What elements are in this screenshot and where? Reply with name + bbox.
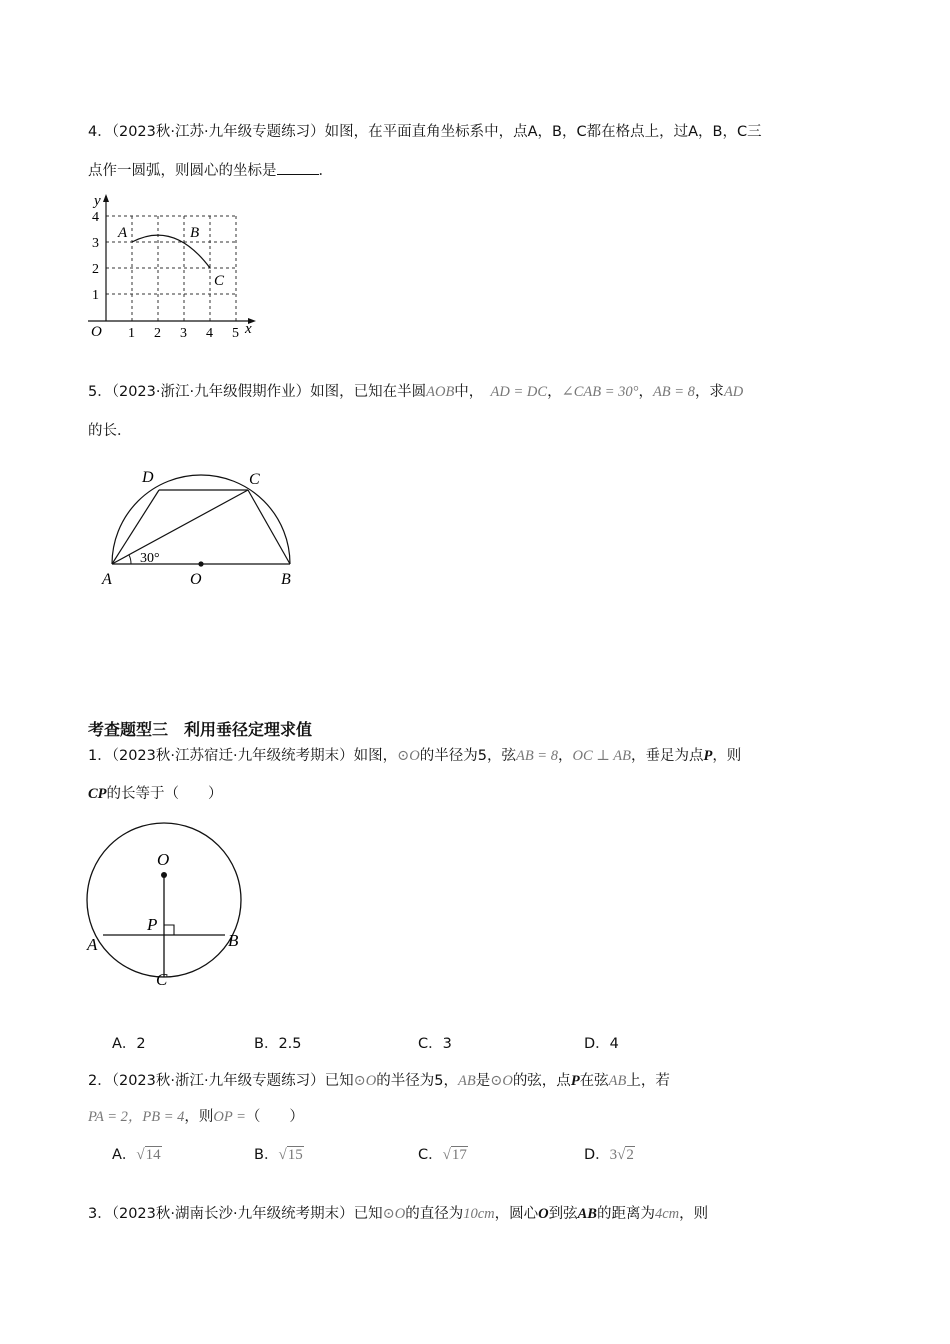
q4-x-tick: 3 [180,326,187,341]
q4-source: （2023秋·江苏·九年级专题练习） [111,124,325,140]
s3q1-label-o: O [157,850,170,869]
s3q3-text3: ，圆心 [494,1206,539,1222]
q4-x-tick: 2 [154,326,161,341]
s3q3-chord-ab: AB [577,1206,597,1222]
option-value: 2 [136,1036,146,1052]
s3q1-math-circle: ⊙O [397,748,420,764]
s3q2-text4: 的弦，点 [512,1073,571,1089]
s3q3-math-circle: ⊙O [382,1206,406,1222]
q4-axis-x-label: x [245,321,252,337]
q5-label-a: A [102,571,112,588]
s3q2-text6: 上，若 [626,1073,670,1089]
option-key: D． [584,1036,610,1052]
q5-math-aob: AOB [426,384,455,400]
option-value: √17 [442,1147,467,1163]
radicand: 15 [287,1147,303,1163]
s3q1-option-d[interactable] [584,1032,619,1053]
radicand: 2 [626,1147,634,1163]
q4-y-tick: 1 [92,288,99,303]
s3q2-point-p: P [570,1073,580,1089]
q5-math-ab: AB = 8 [652,384,695,400]
q5-semicircle-figure [98,462,308,592]
s3q1-text1: 如图， [353,748,398,764]
q5-math-angle: ∠CAB = 30° [561,384,639,400]
q4-y-tick: 3 [92,236,99,251]
q4-point-c-label: C [214,273,225,289]
q4-origin-label: O [91,324,102,340]
s3q2-source: （2023秋·浙江·九年级专题练习） [111,1073,325,1089]
option-key: A． [112,1036,137,1052]
q5-text3: ，求 [694,384,724,400]
s3q2-math-pa-pb: PA = 2，PB = 4 [88,1109,185,1125]
q5-angle-mark [129,555,131,564]
q4-number: 4． [88,124,112,140]
s3q2-text1: 已知 [324,1073,354,1089]
s3q3-text2: 的直径为 [405,1206,464,1222]
s3q3-text1: 已知 [353,1206,383,1222]
s3q1-math-perp: OC ⊥ AB [572,748,631,764]
s3q1-line1: 1．（2023秋·江苏宿迁·九年级统考期末）如图，⊙O的半径为5，弦AB = 8，OC ⊥ AB，垂足为点P，则 [88,748,742,764]
q5-text-line2: 的长． [88,423,132,439]
q5-text1: 如图，已知在半圆 [310,384,427,400]
q4-coordinate-figure [84,190,269,345]
q4-text1: 如图，在平面直角坐标系中，点A，B，C都在格点上，过A，B，C三 [324,124,762,140]
s3q1-text2: 的半径为5，弦 [419,748,516,764]
q4-x-tick: 4 [206,326,213,341]
q5-label-b: B [281,571,291,588]
s3q2-line1 [88,1069,670,1090]
s3q2-text3: 是 [475,1073,491,1089]
q4-text2: 点作一圆弧，则圆心的坐标是 [88,163,277,179]
s3q2-math-ab: AB [457,1073,476,1089]
s3q3-math-distance: 4cm [654,1206,680,1222]
s3q1-cp: CP [88,786,107,802]
q5-label-o: O [190,571,202,588]
q5-line2 [88,419,132,440]
s3q1-option-b[interactable] [254,1032,302,1053]
q4-line2 [88,159,333,180]
s3q2-math-ab-2: AB [608,1073,627,1089]
q5-source: （2023·浙江·九年级假期作业） [111,384,311,400]
s3q3-line1 [88,1202,708,1223]
s3q2-line2 [88,1105,304,1126]
s3q1-center-dot [161,872,167,878]
s3q1-number: 1． [88,748,112,764]
s3q1-option-a[interactable] [112,1032,146,1053]
q5-line1: 5．（2023·浙江·九年级假期作业）如图，已知在半圆AOB中， AD = DC，∠CAB = 30°，AB = 8，求AD [88,384,744,400]
s3q2-math-circle: ⊙O [353,1073,377,1089]
option-key: D． [584,1147,610,1163]
s3q2-option-b[interactable] [254,1143,304,1164]
s3q1-line2 [88,782,223,803]
s3q3-number: 3． [88,1206,112,1222]
s3q1-text3: ，垂足为点 [630,748,704,764]
q5-chord-cb [248,490,290,564]
s3q1-label-p: P [147,915,158,934]
s3q2-text2: 的半径为5， [376,1073,458,1089]
q5-label-c: C [249,471,260,488]
q5-center-dot [198,561,203,566]
q4-y-arrow-icon [103,194,109,202]
s3q1-text-line2: 的长等于（ ） [106,786,223,802]
q4-point-a-label: A [118,225,128,241]
s3q1-point-p: P [703,748,713,764]
s3q3-text5: 的距离为 [596,1206,655,1222]
q5-semicircle-arc [112,475,290,564]
option-value: 4 [609,1036,619,1052]
q4-y-tick: 2 [92,262,99,277]
s3q2-math-circle-2: ⊙O [490,1073,513,1089]
q5-label-d: D [142,469,154,486]
s3q1-math-ab: AB = 8 [515,748,558,764]
option-key: C． [418,1036,443,1052]
s3q1-right-angle-mark [164,925,174,935]
s3q3-source: （2023秋·湖南长沙·九年级统考期末） [111,1206,354,1222]
q4-x-tick: 5 [232,326,239,341]
option-key: B． [254,1147,279,1163]
q4-line1 [88,120,762,141]
s3q3-center-o: O [538,1206,549,1222]
radicand: 17 [451,1147,467,1163]
q4-axis-y-label: y [94,193,101,209]
s3q1-label-c: C [156,970,168,989]
option-key: C． [418,1147,443,1163]
s3q2-option-d[interactable] [584,1143,635,1164]
s3q2-text7: ，则 [184,1109,214,1125]
s3q2-number: 2． [88,1073,112,1089]
option-key: B． [254,1036,279,1052]
q5-math-ad: AD [723,384,744,400]
q5-number: 5． [88,384,112,400]
radicand: 14 [145,1147,161,1163]
q4-answer-blank[interactable] [277,160,319,175]
s3q2-math-op: OP = [213,1109,246,1125]
s3q2-option-c[interactable] [418,1143,468,1164]
option-value: √15 [278,1147,303,1163]
q5-math-ad-dc: AD = DC [490,384,548,400]
section-title: 考查题型三 利用垂径定理求值 [88,720,313,739]
s3q3-math-diameter: 10cm [463,1206,495,1222]
s3q3-text4: 到弦 [548,1206,578,1222]
s3q1-circle-figure [80,808,260,993]
option-value: 3 [442,1036,452,1052]
q4-y-tick: 4 [92,210,99,225]
option-value: 3√2 [609,1147,634,1163]
q4-x-tick: 1 [128,326,135,341]
s3q1-source: （2023秋·江苏宿迁·九年级统考期末） [111,748,354,764]
option-value: √14 [136,1147,161,1163]
q4-end: ． [318,163,333,179]
s3q1-label-b: B [228,931,239,950]
q5-angle-label: 30° [140,551,160,566]
s3q2-text5: 在弦 [579,1073,609,1089]
q5-chord-ac [112,490,248,564]
option-key: A． [112,1147,137,1163]
q5-text2: 中， [454,384,477,400]
q4-point-b-label: B [190,225,200,241]
s3q3-text6: ，则 [679,1206,709,1222]
s3q2-text8: （ ） [245,1109,304,1125]
option-value: 2.5 [278,1036,302,1052]
s3q1-text4: ，则 [712,748,742,764]
s3q2-option-a[interactable] [112,1143,162,1164]
s3q1-label-a: A [87,935,98,954]
s3q1-option-c[interactable] [418,1032,452,1053]
